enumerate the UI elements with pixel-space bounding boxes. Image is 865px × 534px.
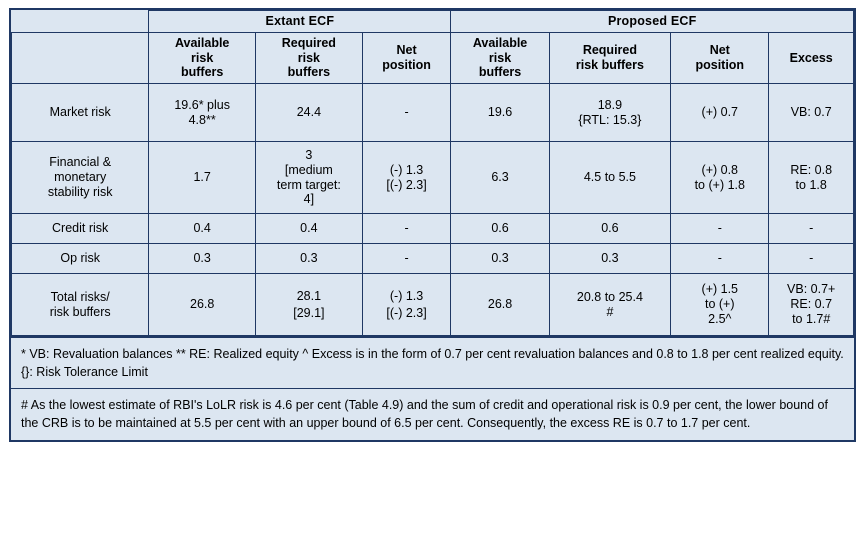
column-header-blank xyxy=(12,32,149,83)
cell-market-proposed-available: 19.6 xyxy=(451,84,549,142)
group-header-proposed-ecf: Proposed ECF xyxy=(451,11,854,33)
cell-op-extant-net: - xyxy=(362,244,451,274)
column-header-extant-net-position: Net position xyxy=(362,32,451,83)
footnote-lolr-explanation: # As the lowest estimate of RBI's LoLR risk is 4.6 per cent (Table 4.9) and the sum of credit and operational risk is 0.9 per cent, the lower bound of the CRB is to be maintained at 5.5 per cent with an upper bound of 6.5 per cent. Consequently, the excess RE is 0.7 to 1.7 per cent. xyxy=(21,398,828,431)
column-header-extant-available-risk-buffers: Available risk buffers xyxy=(149,32,256,83)
cell-credit-extant-required: 0.4 xyxy=(256,214,363,244)
group-header-extant-ecf: Extant ECF xyxy=(149,11,451,33)
cell-total-proposed-required: 20.8 to 25.4 # xyxy=(549,274,670,336)
cell-fms-proposed-net: (+) 0.8 to (+) 1.8 xyxy=(671,142,769,214)
table-row xyxy=(12,214,854,244)
column-header-extant-required-risk-buffers: Required risk buffers xyxy=(256,32,363,83)
table-footnotes xyxy=(9,338,856,442)
cell-market-extant-available: 19.6* plus 4.8** xyxy=(149,84,256,142)
table-group-header-row xyxy=(12,11,854,33)
cell-op-extant-required: 0.3 xyxy=(256,244,363,274)
table-row xyxy=(12,142,854,214)
cell-total-proposed-available: 26.8 xyxy=(451,274,549,336)
cell-market-excess: VB: 0.7 xyxy=(769,84,854,142)
cell-credit-proposed-required: 0.6 xyxy=(549,214,670,244)
row-label-market-risk: Market risk xyxy=(12,84,149,142)
column-header-excess: Excess xyxy=(769,32,854,83)
cell-total-extant-net: (-) 1.3 [(-) 2.3] xyxy=(362,274,451,336)
cell-credit-extant-net: - xyxy=(362,214,451,244)
cell-total-extant-required: 28.1 [29.1] xyxy=(256,274,363,336)
cell-credit-proposed-available: 0.6 xyxy=(451,214,549,244)
table-column-header-row xyxy=(12,32,854,83)
cell-op-proposed-available: 0.3 xyxy=(451,244,549,274)
cell-credit-excess: - xyxy=(769,214,854,244)
cell-credit-extant-available: 0.4 xyxy=(149,214,256,244)
cell-credit-proposed-net: - xyxy=(671,214,769,244)
cell-market-extant-net: - xyxy=(362,84,451,142)
cell-op-excess: - xyxy=(769,244,854,274)
cell-fms-excess: RE: 0.8 to 1.8 xyxy=(769,142,854,214)
cell-op-proposed-net: - xyxy=(671,244,769,274)
cell-fms-extant-required: 3 [medium term target: 4] xyxy=(256,142,363,214)
table-row xyxy=(12,84,854,142)
group-header-blank xyxy=(12,11,149,33)
table-row xyxy=(12,244,854,274)
row-label-total-risks-risk-buffers: Total risks/ risk buffers xyxy=(12,274,149,336)
cell-total-excess: VB: 0.7+ RE: 0.7 to 1.7# xyxy=(769,274,854,336)
cell-market-extant-required: 24.4 xyxy=(256,84,363,142)
footnote-abbreviations: * VB: Revaluation balances ** RE: Realized equity ^ Excess is in the form of 0.7 per cent revaluation balances and 0.8 to 1.8 per cent realized equity. {}: Risk Tolerance Limit xyxy=(11,338,854,389)
cell-total-extant-available: 26.8 xyxy=(149,274,256,336)
risk-buffer-table-container xyxy=(9,8,856,338)
row-label-financial-monetary-stability-risk: Financial & monetary stability risk xyxy=(12,142,149,214)
cell-fms-extant-available: 1.7 xyxy=(149,142,256,214)
table-row xyxy=(12,274,854,336)
column-header-proposed-net-position: Net position xyxy=(671,32,769,83)
cell-fms-proposed-available: 6.3 xyxy=(451,142,549,214)
cell-fms-proposed-required: 4.5 to 5.5 xyxy=(549,142,670,214)
cell-market-proposed-required: 18.9 {RTL: 15.3} xyxy=(549,84,670,142)
cell-op-extant-available: 0.3 xyxy=(149,244,256,274)
column-header-proposed-available-risk-buffers: Available risk buffers xyxy=(451,32,549,83)
cell-fms-extant-net: (-) 1.3 [(-) 2.3] xyxy=(362,142,451,214)
column-header-proposed-required-risk-buffers: Required risk buffers xyxy=(549,32,670,83)
cell-market-proposed-net: (+) 0.7 xyxy=(671,84,769,142)
cell-total-proposed-net: (+) 1.5 to (+) 2.5^ xyxy=(671,274,769,336)
risk-buffer-table xyxy=(11,10,854,336)
cell-op-proposed-required: 0.3 xyxy=(549,244,670,274)
row-label-credit-risk: Credit risk xyxy=(12,214,149,244)
row-label-op-risk: Op risk xyxy=(12,244,149,274)
